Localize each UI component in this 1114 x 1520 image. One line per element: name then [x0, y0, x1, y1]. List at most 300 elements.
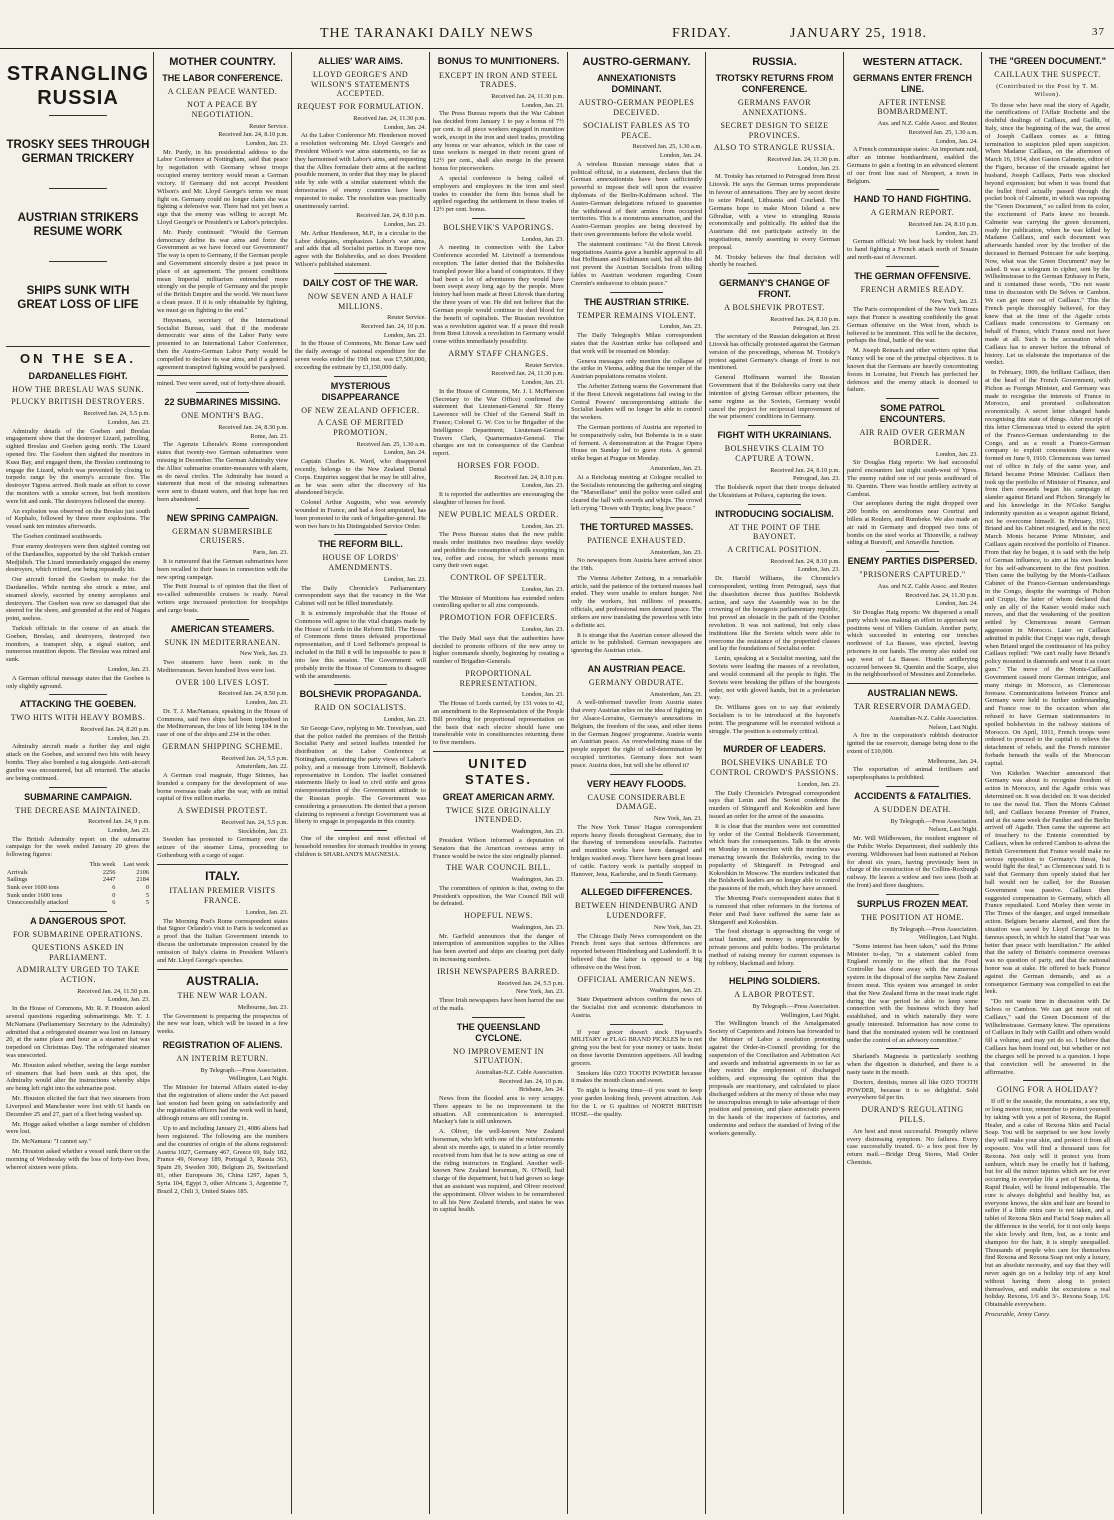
paragraph: In the House of Commons, Mr. Bonar Law said the daily average of national expenditure for the seven weeks ended the 19th inst. was £7,500,000, exceeding the estimate by £1,150,000 daily.: [295, 340, 426, 371]
subhead: TWO HITS WITH HEAVY BOMBS.: [10, 713, 146, 723]
dateline: London, Jan. 23.: [659, 323, 702, 331]
subhead: THE WAR COUNCIL BILL.: [446, 863, 551, 873]
divider: [6, 346, 150, 347]
subhead: FIGHT WITH UKRAINIANS.: [717, 430, 832, 441]
paragraph: Our aeroplanes during the night dropped over 200 bombs on aerodromes near Courtrai and billets at Roulers, and Rumbeke. We also made an air raid in Germany and dropped two tons of bombs on the steel works at Thionville, a railway siding at Burstoff, and Arnaville Junction.: [847, 500, 978, 547]
dateline: London, Jan. 23.: [107, 666, 150, 674]
table-row: [6, 899, 150, 907]
dateline: Reuter Service.: [249, 122, 288, 130]
dateline: Received Jan. 24, 8.10 p.m.: [908, 221, 978, 229]
divider: [748, 273, 800, 274]
subhead: OF NEW ZEALAND OFFICER.: [301, 405, 420, 415]
dateline: By Telegraph.—Press Association.: [890, 925, 978, 933]
subhead: AUSTRO-GERMAN PEOPLES DECEIVED.: [578, 98, 695, 118]
paragraph: The Morning Post's Rome correspondent states that Signor Orlando's visit to Paris is welcomed as a proof that the Italian Government intends to discuss the unfortunate impression created by the omission of Italy's claims in President Wilson's and Mr. Lloyd George's speeches.: [157, 917, 288, 964]
advertisement: Sharland's Magnesia is particularly soothing when the digestion is disturbed, and there is a nasty taste in the mouth.: [847, 1053, 978, 1077]
subhead: ACCIDENTS & FATALITIES.: [854, 791, 971, 802]
subhead: ONE MONTH'S BAG.: [181, 411, 264, 421]
dateline: Received Jan. 24, 8.20 p.m.: [80, 726, 150, 734]
paragraph: In February, 1909, the brilliant Caillaux, then at the head of the French Government, with Pichon as Foreign Minister, and Germany was made to recognise the interests of France in Morocco, and promised collaboration economically. A secret letter changed hands recognising this state of things. After receipt of this letter Clemenceau tried to extend the spirit of the Franco-German understanding to the Congo, and as a result a Franco-German company to exploit concessions there was formed on June 9, 1910. Clemenceau was turned out of office in July of the same year, and Briand became Prime Minister. Caillaux then took up the portfolio of Minister of Finance, and from then onwards began his campaign of slander against Briand and Pichon. Strangely he and his knowledge in the N'Goko Sangha indemnity question as a weapon against Briand, not be overcome himself. In February, 1911, Briand and his Cabinet resigned, and in the next March Monis became Prime Minister, and Caillaux again received the portfolio of Finance. From that day he began, it is said with the help of German influence, to aim at his own leader for his self-advancement to the first position. Then came the bullying by the Monis-Caillaux Cabinet of the Franco-German understandings in the Congo, despite the warnings of Pichon and Cruppi, the latter of whom declared that only an ally of the Kaiser would make such moves, and that the weakening of the position settled by Clemenceau meant German aggression in Morocco. Later on Caillaux admitted in public that Cruppi was right, though when Briand urged the continuance of his policy Caillaux replied: "We can't really have Briand's policy mounted in diamonds and wear it as court gum." The move of the Monis-Caillaux Government caused more German intrigue, and many risings in Morocco, as Clemenceau foresaw. Communications between France and Germany were held to further understanding, and France rose to the occasion when she refused to have German stationmasters in spoiled bolshevists in the railway stations of Morocco. On April, 1911, French troops were ordered to proceed to the capital to relieve the detachment of rebels, and the French minister forbade beneath the walls of the Moroccan capital.: [985, 369, 1110, 767]
section-title-austro-germany: AUSTRO-GERMANY.: [582, 56, 691, 68]
paragraph: It is clear that the murders were not committed by order of the Central Bolshevik Government, which fears the consequences. Talk in the streets on Monday in connection with the murders was menacing towards the Bolsheviks, owing to the popularity of Shingareff in Petrograd and Kokoshkin in Moscow. The murders indicated that the Bolshevik leaders are no longer able to control the passions of the mob, which they have aroused.: [709, 822, 840, 893]
table-row: [6, 876, 150, 884]
dateline: Received Jan. 24, 5.5 p.m.: [83, 410, 150, 418]
newspaper-name: THE TARANAKI DAILY NEWS: [320, 26, 534, 41]
subhead: DURAND'S REGULATING PILLS.: [861, 1105, 964, 1125]
subhead: ALLEGED DIFFERENCES.: [580, 887, 693, 898]
paragraph: It is reported the authorities are encouraging the slaughter of horses for food.: [433, 491, 564, 506]
divider: [49, 261, 107, 262]
subhead: AFTER INTENSE BOMBARDMENT.: [877, 97, 948, 117]
dateline: London, Jan. 23.: [107, 418, 150, 426]
table-row: [6, 884, 150, 892]
paragraph: Geneva messages only mention the collapse of the strike in Vienna, adding that the temper of the Austrian populations remains violent.: [571, 357, 702, 381]
dateline: Melbourne, Jan. 23.: [237, 1003, 288, 1011]
dateline: New York, Jan. 23.: [653, 923, 702, 931]
column-rule: [291, 52, 292, 1514]
dateline: Petrograd, Jan. 23.: [792, 475, 840, 483]
dateline: London, Jan. 23.: [245, 139, 288, 147]
dateline: London, Jan. 24.: [935, 600, 978, 608]
subhead: NOW SEVEN AND A HALF MILLIONS.: [307, 291, 414, 311]
divider: [748, 971, 800, 972]
subhead: OFFICIAL AMERICAN NEWS.: [577, 974, 696, 984]
paragraph: President Wilson informed a deputation of Senators that the American overseas army in France would be twice the size originally planned.: [433, 836, 564, 860]
subhead: BOLSHEVIK PROPAGANDA.: [299, 689, 422, 700]
subhead: HELPING SOLDIERS.: [728, 976, 820, 987]
dateline: Washington, Jan. 23.: [649, 987, 702, 995]
paragraph: M. Trotsky believes the final decision will shortly be reached.: [709, 253, 840, 269]
paragraph: The Chicago Daily News correspondent on the French front says that serious differences are reported between Hindenburg and Ludendorff. It is believed that the latter is opposed to a big offensive on the West front.: [571, 932, 702, 971]
paragraph: Admiralty aircraft made a further day and night attack on the Goeben, and secured two hits with heavy bombs. They also bombed a tug alongside. Anti-aircraft gunfire was encountered, but all returned. The attacks are being continued.: [6, 743, 150, 782]
paragraph: "Some interest has been taken," said the Prime Minister to-day, "in a statement cabled from England recently to the effect that the Food Controller has done away with the numerous system in the disposal of the surplus New Zealand frozen meat. This system was arranged in order that the New Zealand firms in the meat trade right during the war period be able to keep some connection with the business which they had established, and in which naturally they were greatly interested. Information has now come to hand that the nominated system will be continued under the control of an advisory committee.": [847, 942, 978, 1044]
subhead: RAID ON SOCIALISTS.: [314, 703, 407, 713]
page-number: 37: [1092, 26, 1105, 38]
subhead: SURPLUS FROZEN MEAT.: [856, 898, 969, 909]
dateline: By Telegraph.—Press Association.: [890, 817, 978, 825]
divider: [433, 751, 564, 752]
subhead: TWICE SIZE ORIGINALLY INTENDED.: [445, 805, 552, 825]
dateline: London, Jan. 23.: [797, 566, 840, 574]
dateline: Nelson, Last Night.: [928, 723, 978, 731]
subhead: SECRET DESIGN TO SEIZE PROVINCES.: [720, 120, 829, 140]
paragraph: Dr. Williams goes on to say that evidently Socialism is to be introduced at the bayonet's point. The programme will be executed without a struggle. The position is extremely critical.: [709, 704, 840, 735]
subhead: THE NEW WAR LOAN.: [177, 991, 268, 1001]
dateline: Aus. and N.Z. Cable Assoc. and Reuter.: [877, 582, 978, 590]
table-cell: 2447: [102, 876, 116, 884]
submarine-figures-table: [6, 861, 150, 907]
paragraph: Von Kiderlen Waechter announced that Germany was about to recognise freedom of action in Morocco, and the Agadir crisis was determined on. It was decided on. It was decided to use the naval fist. Then the Monis Cabinet fell, and Caillaux became Premier of France, and at the same week the Panther and the Berlin arrived off Agadir. Then came the supreme act of treachery to the Entente committed by Caillaux, when he ordered Cambon to advise the British Government that France would make no serious opposition to Germany's threat, but would fight the deal," as Clemenceau said. It is said that Germany then openly stated that her ball would not be called, for the Russian Government was passive. Caillaux then suggested compensation to Germany, which all France repudiated. Lord Morley then wrote in The Times of the danger, and urged immediate action. Belgium became alarmed, and then the situation was saved by Lloyd George in his famous speech, in which he stated that "war was better than peace with humiliation." He added that the safety of Britain's commerce overseas was no question of party, and that the national honor was at stake. He offered to back France against the German demands, and as a consequence Germany was compelled to eat the leek.: [985, 769, 1110, 996]
table-cell: [6, 861, 82, 869]
paragraph: Our aircraft forced the Goeben to make for the Dardanelles. While turning she struck a mine, and steamed slowly, escorted by enemy aeroplanes and destroyers. The Goeben was now so damaged that she steered for the shore, and grounded at the end of Nagara point, useless.: [6, 576, 150, 623]
subhead: REQUEST FOR FORMULATION.: [297, 102, 424, 112]
dateline: London, Jan. 24.: [659, 152, 702, 160]
section-title-mother-country: MOTHER COUNTRY.: [169, 56, 276, 68]
subhead: BOLSHEVIK'S VAPORINGS.: [443, 222, 554, 232]
table-cell: Sailings: [7, 876, 28, 884]
headline-trosky: TROSKY SEES THROUGH GERMAN TRICKERY: [6, 138, 150, 165]
paragraph: A. Oliver, the well-known New Zealand horseman, who left with one of the reinforcements about six months ago, is stated in a letter recently received from him that he is now acting as one of the riding instructors in England. Another well-known New Zealand horseman, N. O'Neill, had charge of the department, but it had grown so large that an assistant was required, and Oliver received the appointment. Oliver wishes to be remembered to all his New Zealand friends, and states he was in capital health.: [433, 1128, 564, 1214]
dateline: Received Jan. 24, 8.30 p.m.: [218, 423, 288, 431]
subhead: A CASE OF MERITED PROMOTION.: [317, 418, 404, 438]
issue-date: JANUARY 25, 1918.: [790, 26, 928, 41]
divider: [334, 534, 386, 535]
subhead: A DANGEROUS SPOT.: [30, 916, 126, 927]
paragraph: Four enemy destroyers were then sighted coming out of the Dardanelles, supported by the old Turkish cruiser Medjidieh. The Lizard immediately engaged the enemy destroyers, which retired, one being repeatedly hit.: [6, 542, 150, 574]
divider: [49, 115, 107, 116]
dateline: By Telegraph.—Press Association.: [752, 1003, 840, 1011]
paragraph: Sir Douglas Haig reports: We dispersed a small party which was making an effort to approach our positions west of Villers Guislain. Another party, which succeeded in entering our trenches northwest of La Bassee, was ejected, leaving prisoners in our hands. The enemy also raided our sap west of La Bassee. Hostile artillerying occurred between St. Quentin and the Scarpe, also in the neighbourhood of Messines and Zonnebeke.: [847, 608, 978, 679]
paragraph: Turkish officials in the course of an attack the Goeben, Breslau, and destroyers, destroyed two monitors, a transport ship, a signal station, and numerous munition depots. The Breslau was mined and sunk.: [6, 625, 150, 664]
column-rule: [843, 52, 844, 1514]
subhead: HORSES FOR FOOD.: [457, 461, 540, 471]
subhead: GOING FOR A HOLIDAY?: [996, 1085, 1099, 1095]
dateline: Received Jan. 24, 8.10 p.m.: [218, 131, 288, 139]
table-cell: 0: [112, 891, 116, 899]
paragraph: Lenin, speaking at a Socialist meeting, said the Soviets were leading the masses of a revolution, and would command all the people to fight. The Soviets were breaking the pillars of the bourgeois order, not with gloved hands, but in a proletarian way.: [709, 655, 840, 702]
dateline: Petrograd, Jan. 23.: [792, 324, 840, 332]
paragraph: In the House of Commons, Mr. R. P. Houston asked several questions regarding submarinings. Mr. T. J. McNamara (Parliamentary Secretary to the Admiralty) admitted that a refrigerated steamer was lost on January 20, at the same place and hour as a steamer that was torpedoed on Christmas Day. The refrigerated steamer was unescorted.: [6, 1005, 150, 1059]
paragraph: Dr. Harold Williams, the Chronicle's correspondent, writing from Petrograd, says that the dissolution decree thus justifies Bolshevik action, and says the Assembly was to be the crowning of the bourgeois parliamentary republic, but proved an obstacle in the path of the October revolution. It was not national, but only class institutions like the Soviets which were able to overcome the resistance of the propertied classes and lay the foundations of Socialist order.: [709, 575, 840, 653]
paragraph: General Hoffmann warned the Russian Government that if the Bolsheviks carry out their intention of giving German officer prisoners, the same regime as the Soviets, Germany would cancel the project for reciprocal improvement of the war prisoners' conditions in Germany.: [709, 374, 840, 421]
dateline: Melbourne, Jan. 24.: [927, 757, 978, 765]
dateline: Received Jan. 24, 11.30 p.m.: [767, 156, 840, 164]
paragraph: The Paris correspondent of the New York Times says that France is awaiting confidently the great German offensive on the West front, which is believed to be imminent. This will be the decisive, perhaps the final, battle of the war.: [847, 306, 978, 345]
dateline: Received Jan. 25, 1.30 a.m.: [356, 440, 426, 448]
dateline: London, Jan. 23.: [107, 826, 150, 834]
column-western-attack: [847, 52, 978, 1514]
paragraph: Two steamers have been sunk in the Mediterranean. Seven hundred lives were lost.: [157, 658, 288, 674]
subhead: VERY HEAVY FLOODS.: [586, 778, 687, 789]
paragraph: The Wellington branch of the Amalgamated Society of Carpenters and Joiners has forwarded to the Minister of Labor a resolution protesting against the Order-in-Council providing for the suspension of the Conciliation and Arbitration Act and awards and industrial agreements in so far as they restrict the employment of discharged soldiers, and expressing the opinion that the proposals are reactionary, and calculated to place discharged soldiers at the mercy of those who may be unscrupulous enough to take advantage of their position and pension, and place autocratic powers in the hands of the inspectors of factories, and undermine and reduce the standard of living of the workers generally.: [709, 1020, 840, 1137]
divider: [334, 273, 386, 274]
headline-ships-sunk: SHIPS SUNK WITH GREAT LOSS OF LIFE: [17, 284, 139, 311]
subhead: AN INTERIM RETURN.: [176, 1053, 269, 1063]
divider: [748, 425, 800, 426]
advertisement: Smokers like OZO TOOTH POWDER because it makes the mouth clean and sweet.: [571, 1069, 702, 1085]
paragraph: The Arbeiter Zeitung warns the Government that if the Brest Litovsk negotiations fail owing to the Central Powers' uncompromising attitude the Socialist leaders will no longer be able to control the workers.: [571, 382, 702, 422]
subhead: THE REFORM BILL.: [318, 539, 403, 550]
table-row: [6, 892, 150, 900]
table-cell: 2106: [136, 868, 149, 876]
dateline: Amsterdam, Jan. 22.: [236, 763, 288, 771]
paragraph: The Daily Mail says that the authorities have decided to promote officers of the new army to higher commands shortly, beginning by creating a number of Brigadier-Generals.: [433, 634, 564, 666]
column-bonus-united-states: [433, 52, 564, 1514]
subhead: 22 SUBMARINES MISSING.: [164, 397, 281, 408]
dateline: London, Jan. 23.: [383, 716, 426, 724]
column-mother-country: [157, 52, 288, 1514]
footer-note: Procurable, Jenny Carey.: [985, 1311, 1051, 1318]
divider: [196, 508, 248, 509]
paragraph: Sweden has protested to Germany over the seizure of the steamer Lima, proceeding to Gothenburg with a cargo of sugar.: [157, 836, 288, 860]
dateline: London, Jan. 24.: [383, 449, 426, 457]
subhead: HAND TO HAND FIGHTING.: [853, 194, 972, 205]
subhead: OVER 100 LIVES LOST.: [175, 677, 270, 687]
subhead: FOR SUBMARINE OPERATIONS.: [12, 930, 144, 940]
divider: [610, 774, 662, 775]
subhead: PLUCKY BRITISH DESTROYERS.: [11, 397, 145, 407]
dateline: Received Jan. 24, 5.5 p.m.: [497, 979, 564, 987]
subhead: INTRODUCING SOCIALISM.: [715, 508, 834, 519]
divider: [610, 517, 662, 518]
paragraph: Huysmans, secretary of the International Socialist Bureau, said that if the moderate democratic war aims of the Labor Party were presented to an International Labor Conference, then the Austro-German Labor Party would be compelled to declare its war aims, and if a general agreement transpired fighting would be paralysed.: [157, 316, 288, 371]
paragraph: News from the flooded area is very scrappy. There appears to be no improvement in the situation. All communication is interrupted. Mackay's fate is still unknown.: [433, 1095, 564, 1126]
subhead: THE POSITION AT HOME.: [860, 912, 965, 922]
paragraph: Up to and including January 21, 4086 aliens had been registered. The following are the numbers and the countries of origin of the aliens registered: Austria 1027, Germany 467, Greece 69, Italy 182, France 49, Norway 189, Portugal 3, Russia 363, Spain 29, Sweden 300, Belgium 26, Switzerland 81, other Europeans 36, China 1297, Japan 5, Syria 104, Egypt 3, other Africans 3, Argentine 7, Brazil 2, Chili 3, United States 185.: [157, 1125, 288, 1195]
dateline: Received Jan. 25, 1.30 a.m.: [632, 143, 702, 151]
dateline: London, Jan. 23.: [245, 699, 288, 707]
paragraph: Admiralty details of the Goeben and Breslau engagement show that the destroyer Lizard, patrolling, sighted Breslau and Goeben going north. The Lizard opened fire. The Goeben then sighted the monitors in Kusu Bay, and engaged them, the Breslau continuing to engage the Lizard, which was prevented by closing to torpedo range by the enemy's accurate fire. The destroyer Tigress arrived. Both made an effort to cover the monitors with a smoke screen, but both monitors were hit and sunk. The destroyers followed the enemy.: [6, 427, 150, 505]
divider: [748, 504, 800, 505]
paragraph: The secretary of the Russian delegation at Brest Litovsk has officially protested against the German version of the proceedings, whereas M. Trotsky's protest against Germany's change of front is not mentioned.: [709, 333, 840, 372]
paragraph: A French communique states: An important raid, after an intense bombardment, enabled the Germans to gain a footing in an advanced element of our front line east of Nieuport, a town in Belgium.: [847, 146, 978, 185]
subhead: ENEMY PARTIES DISPERSED.: [847, 556, 978, 567]
subhead: SOME PATROL ENCOUNTERS.: [879, 403, 946, 425]
dateline: Received Jan. 24, 8.10 p.m.: [770, 466, 840, 474]
paragraph: The New York Times' Hague correspondent reports heavy floods throughout Germany, due to the thawing of tremendous snowfalls. Factories and munition works have been damaged and bridges washed away. There have been great losses of cattle. Factory work is partially stopped in Hanover, Jena, Karlsruhe, and in South Germany.: [571, 823, 702, 878]
dateline: Brisbane, Jan. 24.: [519, 1086, 564, 1094]
dateline: Received Jan. 24, 5.5 p.m.: [221, 754, 288, 762]
column-mother-country-cont: [295, 52, 426, 1514]
subhead: A CRITICAL POSITION.: [727, 545, 822, 555]
paragraph: Dr. McNamara: "I cannot say.": [12, 1138, 91, 1146]
table-cell: 2184: [136, 876, 149, 884]
dateline: Reuter Service.: [525, 361, 564, 369]
dateline: London, Jan. 23.: [521, 101, 564, 109]
subhead: AIR RAID OVER GERMAN BORDER.: [859, 428, 966, 447]
divider: [610, 659, 662, 660]
dateline: Washington, Jan. 23.: [511, 923, 564, 931]
subhead: THE QUEENSLAND CYCLONE.: [456, 1021, 541, 1043]
divider: [472, 1017, 524, 1018]
subhead: A SWEDISH PROTEST.: [177, 806, 268, 816]
subhead: BETWEEN HINDENBURG AND LUDENDORFF.: [575, 901, 698, 921]
paragraph: The House of Lords carried, by 131 votes to 42, an amendment to the Representation of the People Bill providing for proportional representation on the basis that each elector should have one transferable vote in constituencies returning three to five members.: [433, 700, 564, 747]
column-sea: [6, 52, 150, 1514]
subhead: PROPORTIONAL REPRESENTATION.: [459, 668, 538, 688]
advertisement: Are best and most successful. Promptly relieve every distressing symptom. No failures. Every case successfully treated. 6/- a box post free by return mail.—Bridge Drug Stores, Mail Order Chemists.: [847, 1127, 978, 1167]
dateline: Received Jan. 24, 9 p.m.: [88, 818, 150, 826]
paragraph: An explosion was observed on the Breslau just south of Kephalo, followed by three more explosions. The vessel sank ten minutes afterwards.: [6, 507, 150, 531]
dateline: Amsterdam, Jan. 23.: [650, 690, 702, 698]
dateline: London, Jan. 23.: [521, 482, 564, 490]
dateline: London, Jan. 23.: [521, 235, 564, 243]
divider: [472, 218, 524, 219]
paragraph: State Department advices confirm the news of the Socialist riot and economic disturbances in Austria.: [571, 996, 702, 1019]
table-cell: Sunk under 1600 tons: [7, 891, 63, 899]
paragraph: Dr. T. J. MacNamara, speaking in the House of Commons, said two ships had been torpedoed in the Mediterranean, the loss of life being 184 in the case of one of the ships and 234 in the other.: [157, 707, 288, 739]
column-rule: [705, 52, 706, 1514]
paragraph: It is rumoured that the German submarines have been recalled to their bases in connection with the new spring campaign.: [157, 557, 288, 581]
divider: [196, 619, 248, 620]
subhead: THE DECREASE MAINTAINED.: [15, 805, 141, 815]
section-title-bonus: BONUS TO MUNITIONERS.: [437, 56, 560, 67]
table-header: Last week: [123, 861, 149, 869]
table-cell: 2256: [102, 868, 116, 876]
divider: [847, 683, 978, 684]
paragraph: The Daily Chronicle's Parliamentary correspondent says that the vacancy in the War Cabinet will not be filled immediately.: [295, 584, 426, 608]
dateline: Aus. and N.Z. Cable Assoc. and Reuter.: [877, 120, 978, 128]
subhead: THE GERMAN OFFENSIVE.: [854, 270, 971, 281]
subhead: AN AUSTRIAN PEACE.: [587, 663, 686, 674]
dateline: By Telegraph.—Press Association.: [200, 1066, 288, 1074]
headline-austrian-strikers: AUSTRIAN STRIKERS RESUME WORK: [17, 211, 139, 238]
subhead: REGISTRATION OF ALIENS.: [162, 1039, 283, 1050]
column-rule: [567, 52, 568, 1514]
dateline: Paris, Jan. 23.: [252, 549, 288, 557]
paragraph: The Petit Journal is of opinion that the fleet of so-called submersible cruisers is ready. Naval writers urge increased protection for troopships and cargo boats.: [157, 583, 288, 614]
paragraph: Mr. Arthur Henderson, M.P., in a circular to the Labor delegates, emphasizes Labor's war aims, and adds that all Socialist parties in Europe now agree with the Bolsheviks, and so does President Wilson's published statement.: [295, 229, 426, 269]
subhead: ALSO TO STRANGLE RUSSIA.: [713, 143, 836, 153]
column-austro-germany: [571, 52, 702, 1514]
subhead: BOLSHEVIKS CLAIM TO CAPTURE A TOWN.: [724, 444, 825, 463]
divider: [748, 739, 800, 740]
divider: [334, 684, 386, 685]
dateline: Nelson, Last Night.: [928, 826, 978, 834]
dateline: Amsterdam, Jan. 23.: [650, 465, 702, 473]
table-row: [6, 861, 150, 869]
subhead: EXCEPT IN IRON AND STEEL TRADES.: [439, 70, 558, 90]
subhead: A LABOR PROTEST.: [734, 990, 815, 1000]
subhead: ADMIRALTY URGED TO TAKE ACTION.: [16, 965, 140, 985]
subhead: AMERICAN STEAMERS.: [170, 623, 275, 634]
subhead: THE LABOR CONFERENCE.: [162, 73, 283, 84]
table-header: This week: [89, 861, 116, 869]
section-title-australia: AUSTRALIA.: [186, 973, 259, 988]
dateline: London, Jan. 23.: [935, 450, 978, 458]
paragraph: The German portions of Austria are reported to be comparatively calm, but Bohemia is in a state of ferment. A demonstration at the Prague Opera House on Sunday led to grave riots. A general strike began at Prague on Monday.: [571, 424, 702, 463]
table-cell: Unsuccessfully attacked: [7, 899, 69, 907]
subhead: TAR RESERVOIR DAMAGED.: [853, 702, 972, 712]
subhead: GERMAN SUBMERSIBLE CRUISERS.: [172, 526, 273, 546]
paragraph: Mr. Garfield announces that the danger of interruption of ammunition supplies to the Allies has been averted and ships are clearing port daily in increasing numbers.: [433, 932, 564, 964]
dateline: Received Jan. 24, 11.50 p.m.: [77, 987, 150, 995]
section-title-western-attack: WESTERN ATTACK.: [862, 56, 963, 68]
divider: [886, 786, 938, 787]
subhead: TROTSKY RETURNS FROM CONFERENCE.: [715, 73, 834, 95]
paragraph: Sir Douglas Haig reports: We had successful patrol encounters last night south-west of Ypres. The enemy raided one of our posts southward of St. Quentin. There was hostile artillery activity at Cambrai.: [847, 459, 978, 498]
subhead: GREAT AMERICAN ARMY.: [442, 791, 555, 802]
paragraph: At the Labor Conference Mr. Henderson moved a resolution welcoming Mr. Lloyd George's and President Wilson's war aims statements, so far as they harmonised with Labor's aims, and requesting that the Allies formulate their aims at the earliest possible moment, in order that they may be placed side by side with a similar statement which the democracies of enemy countries have been requested to make. The resolution was practically unanimously carried.: [295, 132, 426, 210]
column-rule: [981, 52, 982, 1514]
paragraph: The exportation of animal fertilisers and superphosphates is prohibited.: [847, 766, 978, 782]
divider: [196, 392, 248, 393]
dateline: London, Jan. 24.: [383, 123, 426, 131]
subhead: PROMOTION FOR OFFICERS.: [439, 613, 558, 623]
subhead: NEW PUBLIC MEALS ORDER.: [438, 509, 559, 519]
subhead: THE TORTURED MASSES.: [579, 521, 694, 532]
paragraph: It is extremely improbable that the House of Commons will agree to the vital changes made by the House of Lords in the Reform Bill. The House of Commons three times defeated proportional representation, and if Lord Selborne's proposal is included in the Bill it will be impossible to pass it into law this session. The Government will probably invite the House of Commons to disagree with the amendments.: [295, 610, 426, 680]
subhead: CAUSE CONSIDERABLE DAMAGE.: [587, 792, 686, 812]
dateline: London, Jan. 23.: [521, 626, 564, 634]
dateline: Received Jan. 24, 8.10 p.m.: [494, 473, 564, 481]
paragraph: A special conference is being called of employers and employees in the iron and steel trades to consider the form this bonus shall be applied regarding the settlement in these trades of 12½ per cent. bonus.: [433, 174, 564, 214]
dateline: Rome, Jan. 23.: [250, 432, 288, 440]
paragraph: The Goeben continued southwards.: [12, 533, 103, 541]
subhead: CAILLAUX THE SUSPECT.: [994, 69, 1101, 79]
paragraph: The statement continues: "At the Brest Litovsk negotiations Austria gave a humble approval to all that Hoffmann and Kuhlmann said, but all this did not prevent the Austrian Socialists from telling fables to Austrian workmen regarding Count Czernin's endeavour to obtain peace.": [571, 240, 702, 287]
paragraph: Colonel Arthur Augustin, who was severely wounded in France, and had a foot amputated, has been promoted to the rank of brigadier-general. He won two bars to his Distinguished Service Order.: [295, 499, 426, 530]
paragraph: At a Reichstag meeting at Cologne recalled to the Socialists renouncing the gathering and singing the "Marseillaise" until the police were called and cleared the hall with swords and whips. The crowd left crying "Down with Tirpitz; long live peace.": [571, 473, 702, 512]
section-title-green-document: THE "GREEN DOCUMENT.": [988, 56, 1107, 66]
dateline: Received Jan. 24, 11.30 p.m.: [905, 591, 978, 599]
subhead: GERMANY OBDURATE.: [588, 677, 685, 687]
paragraph: A German coal magnate, Hugo Stinnes, has founded a company for the development of sea-borne overseas trade after the war, with an initial capital of five million marks.: [157, 772, 288, 803]
paragraph: M. Joseph Reinach and other writers opine that Nancy will be one of the principal objectives. It is known that the Germans are heavily concentrating forces in Lorraine, but French has perfected her defences and the enemy attack is doomed to failure.: [847, 347, 978, 394]
paragraph: The Vienna Arbeiter Zeitung, in a remarkable article, said the patience of the tortured masses had ended. They were unable to endure hunger. Not only the workers, but millions of peasants, officials, and professional men demand peace. The strikers are now translating the powerless with into a definite act.: [571, 574, 702, 629]
dateline: London, Jan. 23.: [383, 331, 426, 339]
subhead: ARMY STAFF CHANGES.: [448, 348, 549, 358]
dateline: Received Jan. 24, 8.50 p.m.: [218, 690, 288, 698]
column-rule: [429, 52, 430, 1514]
subhead: CONTROL OF SPELTER.: [450, 573, 547, 583]
paragraph: Sir George Cave, replying to Mr. Trevelyan, said that the police raided the premises of the British Socialist Party and seized leaflets intended for distribution at the Labor Conference at Nottingham, containing the party views of Labor's policy, and a message from Litvinoff, Bolshevik representative in London. The leaflet contained statements likely to lead to civil strife and gross misrepresentation of the Government attitude to the Russian people. The Government was considering a prosecution. He denied that a person claiming to represent a foreign Government was at liberty to engage in propaganda in this country.: [295, 724, 426, 826]
subhead: NO IMPROVEMENT IN SITUATION.: [452, 1046, 545, 1066]
dateline: London, Jan. 23.: [797, 780, 840, 788]
column-rule: [153, 52, 154, 1514]
dateline: Received Jan. 24, 10 p.m.: [360, 322, 426, 330]
subhead: GERMANS ENTER FRENCH LINE.: [852, 72, 972, 94]
dateline: London, Jan. 23.: [383, 575, 426, 583]
table-row: [6, 869, 150, 877]
paragraph: A meeting in connection with the Labor Conference accorded M. Litvinoff a tremendous reception. The latter denied that the Bolsheviks trampled power like a band of conspirators. If they had been a lot of adventurers they would have been swept away long ago by the people. More history had been made at Brest Litovsk than during the three years of war. He did not believe that the German people would continue to shed blood for the benefit of capitalists. The Russian revolution was a revolution against war. If a peace did result from Brest Litovsk a revolution in Germany would come within immediately possibility.: [433, 244, 564, 346]
column-green-document: [985, 52, 1110, 1514]
dateline: London, Jan. 23.: [797, 164, 840, 172]
masthead: [0, 0, 1114, 49]
table-cell: Sunk over 1600 tons: [7, 884, 59, 892]
subhead: ATTACKING THE GOEBEN.: [19, 699, 137, 710]
paragraph: Mr. Purdy continued: "Would the German democracy define its war aims and force the Government as we have forced our Government? The way is open to Germany, if the German people and Government sincerely desire a just peace in place of an agreement. The present conditions mean Imperial militarism entrenched more strongly on the people of Germany and the people of the British Empire and the world. We must have a clean peace. If it is only obtainable by fighting, we must go on fighting to the end.": [157, 228, 288, 314]
paragraph: Mr. Houston asked whether a vessel sunk there on the morning of Wednesday with the loss of forty-two lives, whereof sixteen were pilots.: [6, 1147, 150, 1171]
dateline: Received Jan. 24, 8.10 p.m.: [770, 557, 840, 565]
dateline: Wellington, Last Night.: [780, 1011, 840, 1019]
divider: [886, 1048, 938, 1049]
paragraph: The Daily Chronicle's Petrograd correspondent says that Lenin and the Soviet condemn the murders of Shingareff and Kokoshkin and have issued an order for the arrest of the assassins.: [709, 789, 840, 820]
paragraph: A German official message states that the Goeben is only slightly aground.: [6, 674, 150, 690]
paragraph: No newspapers from Austria have arrived since the 19th.: [571, 557, 702, 573]
advertisement: One of the simplest and most effectual of household remedies for stomach troubles in young children is SHARLAND'S MAGNESIA.: [295, 835, 426, 858]
paragraph: The Daily Telegraph's Milan correspondent states that the Austrian strike has collapsed and that work will be resumed on Monday.: [571, 332, 702, 355]
divider: [886, 398, 938, 399]
table-cell: 6: [112, 899, 116, 907]
issue-day: FRIDAY.: [672, 26, 732, 41]
subhead: ANNEXATIONISTS DOMINANT.: [597, 73, 676, 95]
table-cell: Arrivals: [7, 868, 28, 876]
divider: [886, 266, 938, 267]
main-headline: STRANGLING RUSSIA: [6, 63, 150, 110]
section-title-russia: RUSSIA.: [752, 56, 797, 68]
divider: [886, 894, 938, 895]
dateline: London, Jan. 24.: [935, 137, 978, 145]
dateline: New York, Jan. 23.: [653, 815, 702, 823]
paragraph: The Minister of Munitions has extended orders controlling spelter to all zinc compounds.: [433, 594, 564, 610]
dateline: Amsterdam, Jan. 23.: [650, 548, 702, 556]
byline: (Contributed to the Post by T. M. Wilson).: [996, 82, 1099, 98]
subhead: NEW SPRING CAMPAIGN.: [166, 512, 279, 523]
subhead: DARDANELLES FIGHT.: [28, 370, 128, 381]
subhead: GERMAN SHIPPING SCHEME.: [162, 741, 283, 751]
subhead: GERMANS FAVOR ANNEXATIONS.: [737, 98, 812, 118]
divider: [610, 1024, 662, 1025]
subhead: A CLEAN PEACE WANTED.: [167, 87, 278, 97]
divider: [157, 864, 288, 865]
divider: [886, 189, 938, 190]
paragraph: German official: We beat back by violent hand to hand fighting a French attack north of Souain and north-east of Avocourt.: [847, 238, 978, 261]
subhead: ITALIAN PREMIER VISITS FRANCE.: [169, 886, 276, 906]
paragraph: M. Trotsky has returned to Petrograd from Brest Litovsk. He says the German terms preponderate in favour of annexations. They are by secret desire to seize Poland, Lithuania and Courland. The Germans hope to make Moon Island a new Gibraltar, with a view to strangling Russia economically and politically. He added that the Austrians did not participate actively in the negotiations, merely assenting to every German proposal.: [709, 173, 840, 251]
subhead: SOCIALIST FABLES AS TO PEACE.: [582, 120, 691, 140]
paragraph: Mr. Houston asked whether, seeing the large number of steamers that had been sunk at this spot, the Admiralty would alter the instructions whereby ships are being left right into the submarine post.: [6, 1061, 150, 1093]
